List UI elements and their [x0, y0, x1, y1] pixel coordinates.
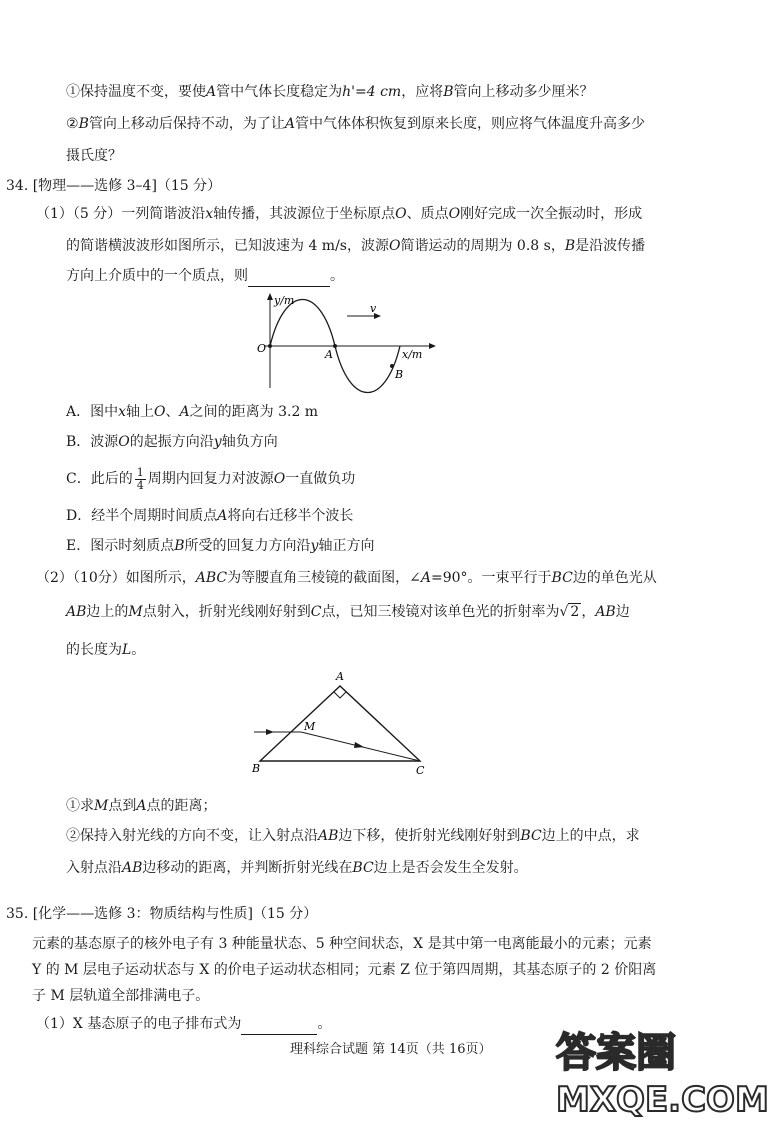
answer-blank [248, 266, 330, 287]
q34-p2-line3: 的长度为L。 [66, 642, 146, 658]
label-x: x/m [402, 348, 423, 361]
refracted-ray-arrow-icon [354, 742, 364, 748]
label-y: y/m [274, 294, 295, 307]
q34-p2-line1: （2）（10分）如图所示，ABC为等腰直角三棱镜的截面图，∠A=90°。一束平行于BC边的单色光从 [36, 570, 657, 586]
watermark-logo-top: 答案圈 [556, 1030, 676, 1076]
q34-header: 34. [物理——选修 3–4]（15 分） [6, 178, 222, 194]
q34-p1-line1: （1）（5 分）一列简谐波沿x轴传播，其波源位于坐标原点O、质点O刚好完成一次全振动时，形成 [36, 206, 643, 222]
q33-sub2: ②B管向上移动后保持不动，为了让A管中气体体积恢复到原来长度，则应将气体温度升高多少 [66, 116, 645, 132]
point-O [268, 344, 272, 348]
label-C: C [416, 764, 425, 777]
q35-line1: 元素的基态原子的核外电子有 3 种能量状态、5 种空间状态，X 是其中第一电离能最小的元素；元素 [32, 936, 652, 952]
right-angle-mark [334, 692, 346, 698]
prism-figure [244, 668, 444, 778]
fraction-quarter: $\frac{1}{4}$ [136, 465, 144, 492]
option-d: D．经半个周期时间质点A将向右迁移半个波长 [66, 508, 354, 524]
x-axis-arrow-icon [429, 343, 436, 349]
q35-line2: Y 的 M 层电子运动状态与 X 的价电子运动状态相同；元素 Z 位于第四周期，其基态原子的 2 价阳离 [32, 962, 657, 978]
label-B: B [252, 762, 261, 775]
q34-sub2-cont: 入射点沿AB边移动的距离，并判断折射光线在BC边上是否会发生全发射。 [66, 860, 528, 876]
label-O: O [257, 342, 267, 355]
q33-sub1: ①保持温度不变，要使A管中气体长度稳定为h'=4 cm，应将B管向上移动多少厘米？ [66, 84, 594, 100]
watermark-logo-bottom: MXQE.COM [556, 1080, 769, 1120]
incident-ray-arrow-icon [266, 729, 274, 735]
page-footer: 理科综合试题 第 14页（共 16页） [290, 1042, 492, 1057]
sqrt-sign: √ [559, 604, 569, 620]
option-b: B．波源O的起振方向沿y轴负方向 [66, 434, 278, 450]
y-axis-arrow-icon [267, 293, 273, 300]
answer-blank [241, 1014, 317, 1035]
point-B [390, 364, 394, 368]
q34-sub1: ①求M点到A点的距离； [66, 798, 217, 814]
q35-line3: 子 M 层轨道全部排满电子。 [32, 988, 210, 1004]
option-e: E．图示时刻质点B所受的回复力方向沿y轴正方向 [66, 538, 375, 554]
label-M: M [304, 720, 316, 733]
q34-p2-line2: AB边上的M点射入，折射光线刚好射到C点，已知三棱镜对该单色光的折射率为√ 2 ，AB边 [66, 604, 630, 620]
label-v: v [370, 302, 377, 315]
wave-figure [250, 290, 440, 390]
q34-p1-line3: 方向上介质中的一个质点，则 。 [66, 266, 344, 287]
q34-p1-line2: 的简谐横波波形如图所示，已知波速为 4 m/s，波源O简谐运动的周期为 0.8 s，B是沿波传播 [66, 238, 646, 254]
q34-sub2: ②保持入射光线的方向不变，让入射点沿AB边下移，使折射光线刚好射到BC边上的中点，求 [66, 828, 640, 844]
option-a: A．图中x轴上O、A之间的距离为 3.2 m [66, 404, 319, 420]
point-A [333, 344, 337, 348]
prism-triangle [260, 686, 420, 761]
label-A: A [325, 348, 333, 361]
q35-header: 35. [化学——选修 3：物质结构与性质]（15 分） [6, 906, 318, 922]
q33-sub2-cont: 摄氏度？ [66, 148, 122, 164]
label-B: B [395, 368, 404, 381]
label-A: A [336, 670, 344, 683]
option-c: C．此后的 $\frac{1}{4}$ 周期内回复力对波源O一直做负功 [66, 465, 356, 492]
q35-q1: （1）X 基态原子的电子排布式为 。 [36, 1014, 331, 1035]
